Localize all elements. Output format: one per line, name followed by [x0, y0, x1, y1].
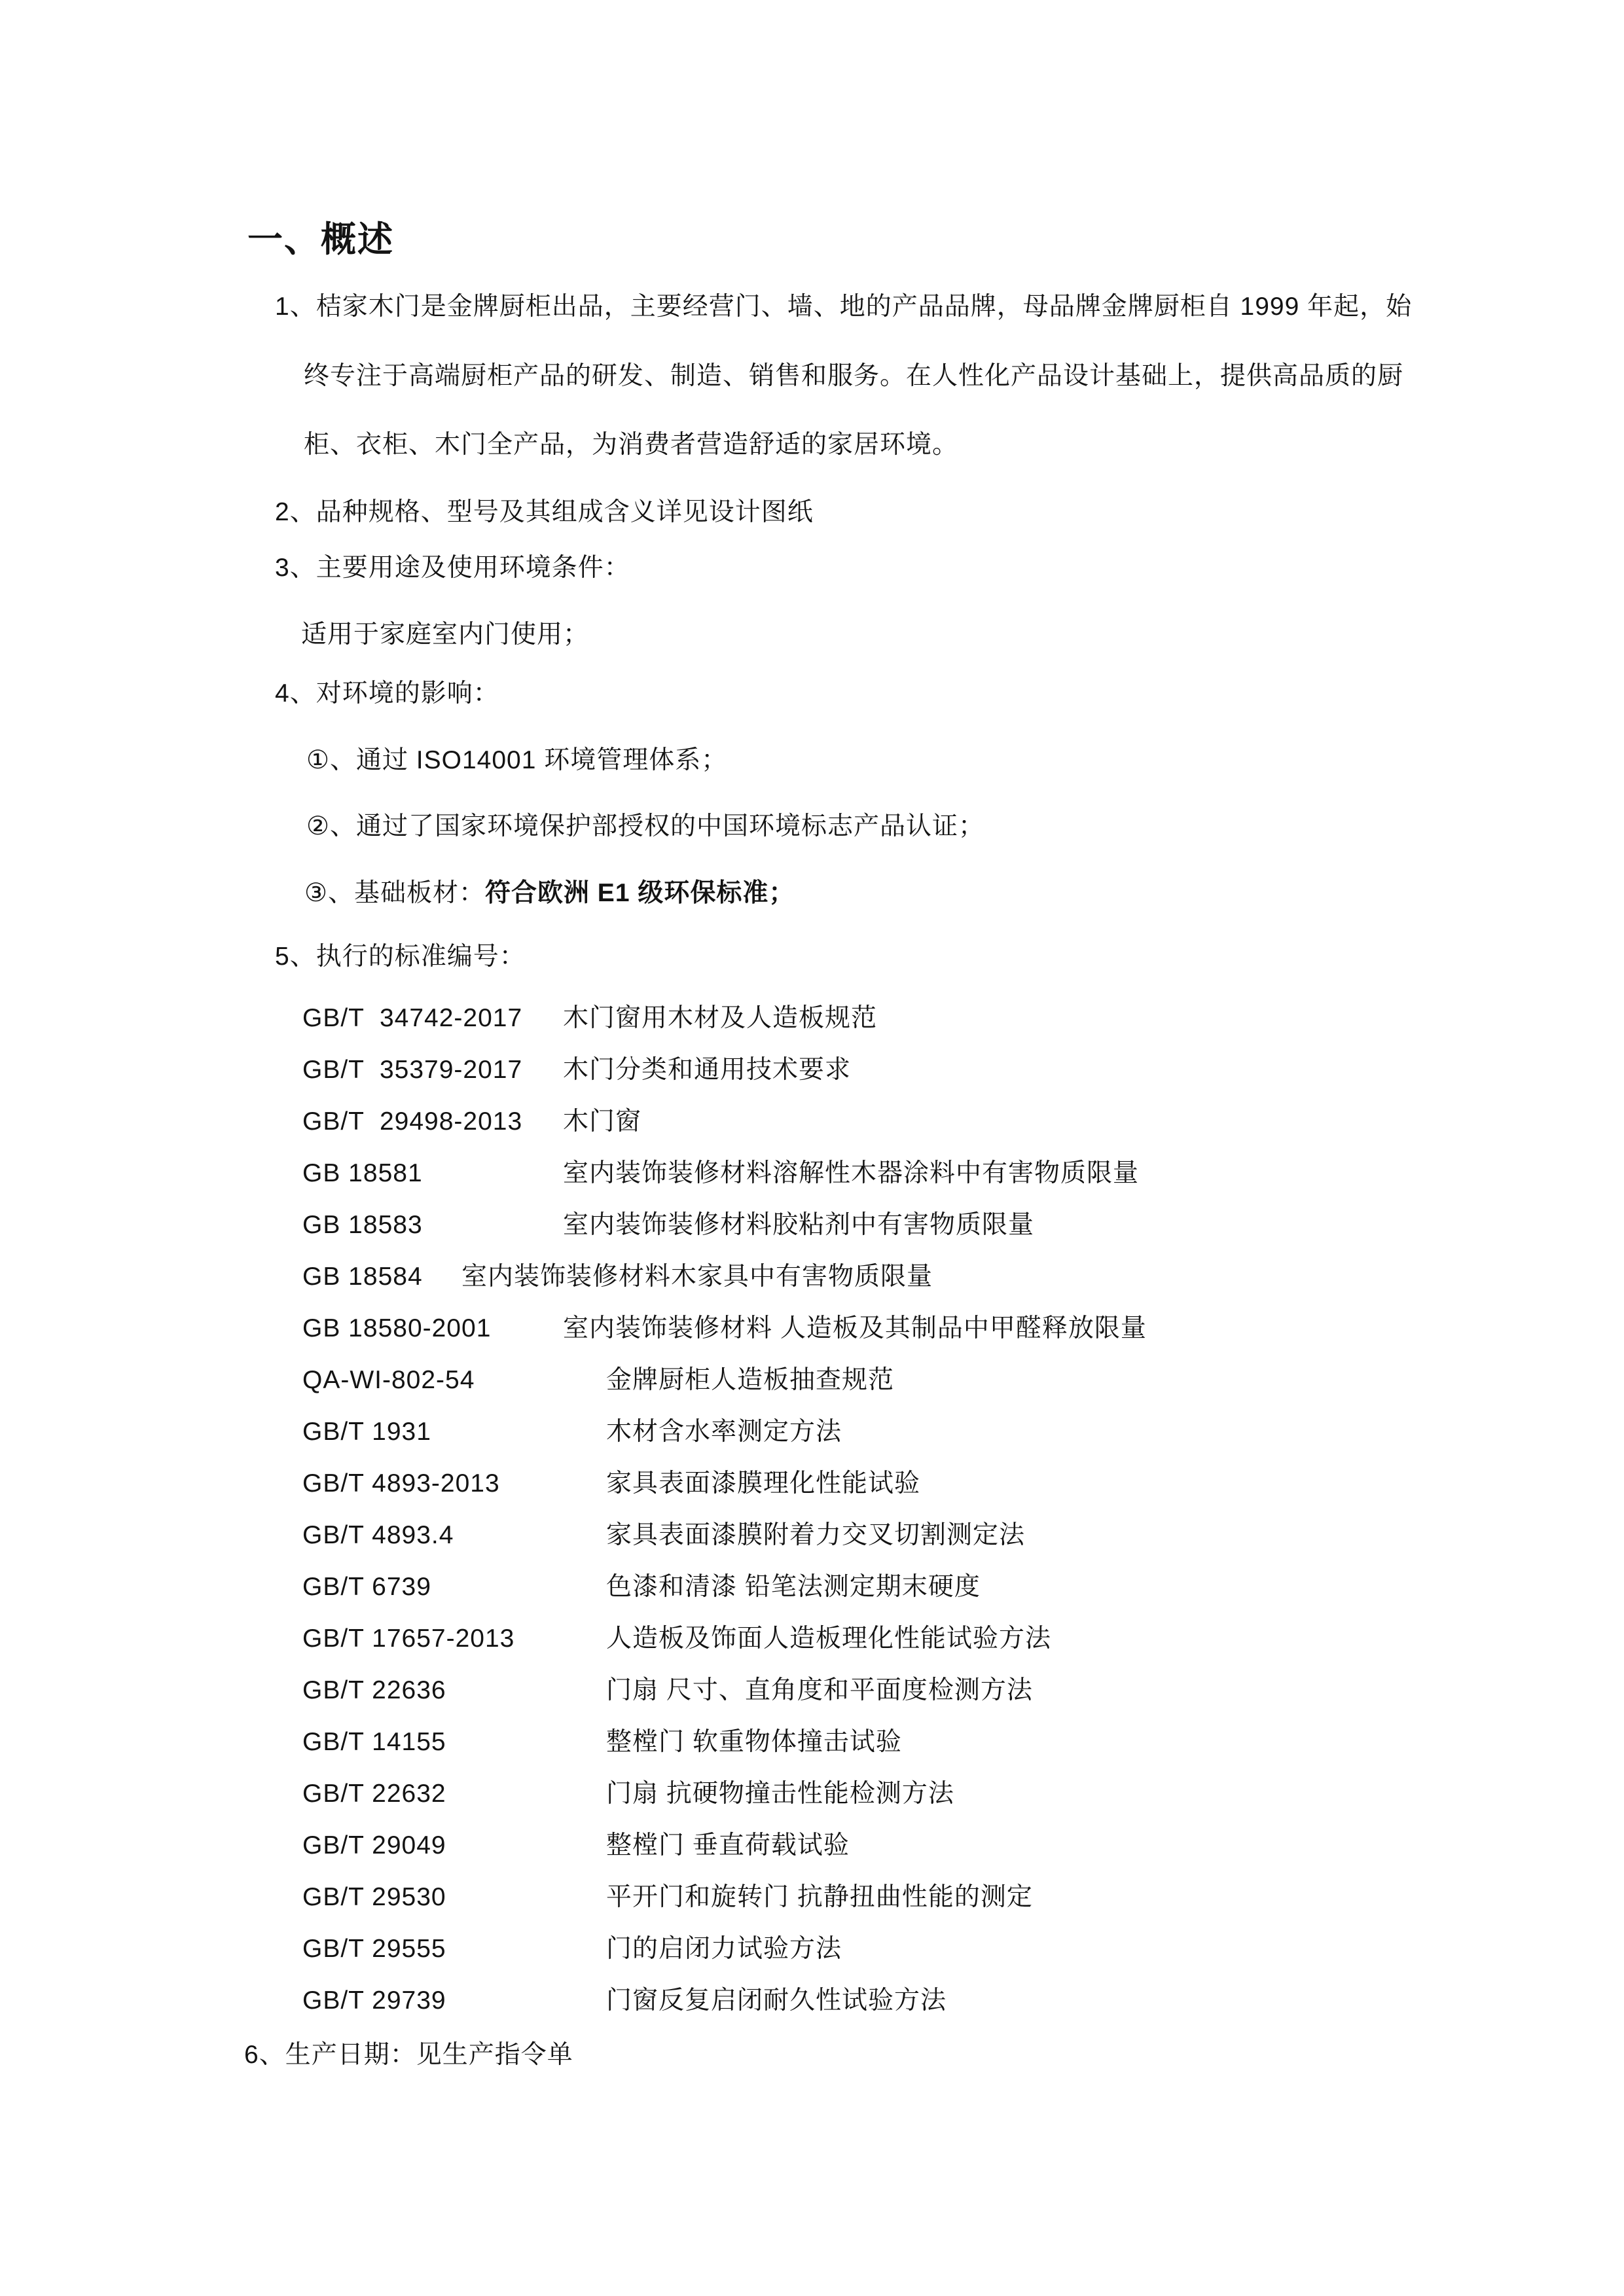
standard-name: 整樘门 垂直荷载试验 — [606, 1831, 850, 1859]
standard-name: 门窗反复启闭耐久性试验方法 — [606, 1986, 947, 2015]
standard-code: GB/T 29739 — [302, 1986, 446, 2015]
item-4-sub-1: ①、通过 ISO14001 环境管理体系； — [306, 746, 728, 774]
standard-name: 人造板及饰面人造板理化性能试验方法 — [606, 1624, 1052, 1653]
standard-name: 平开门和旋转门 抗静扭曲性能的测定 — [606, 1883, 1033, 1911]
standard-name: 门扇 抗硬物撞击性能检测方法 — [606, 1780, 954, 1808]
standard-row — [302, 1001, 1546, 1035]
item-5: 5、执行的标准编号： — [275, 942, 526, 971]
item-4-sub-3 — [304, 876, 795, 910]
item-6: 6、生产日期：见生产指令单 — [244, 2041, 573, 2069]
standard-code: GB 18581 — [302, 1159, 423, 1187]
item-4: 4、对环境的影响： — [275, 679, 499, 708]
para-1-line-1: 1、桔家木门是金牌厨柜出品，主要经营门、墙、地的产品品牌，母品牌金牌厨柜自 1999 年起，始 — [275, 293, 1413, 321]
standard-row — [302, 1932, 1546, 1966]
standard-row — [302, 1674, 1546, 1708]
standard-code: GB/T 29498-2013 — [302, 1107, 523, 1136]
standard-row — [302, 1415, 1546, 1449]
standard-name: 家具表面漆膜理化性能试验 — [606, 1469, 921, 1498]
standard-code: GB/T 22632 — [302, 1780, 446, 1808]
standard-name: 木材含水率测定方法 — [606, 1418, 842, 1446]
standard-code: GB/T 6739 — [302, 1573, 431, 1601]
standard-code: GB/T 29049 — [302, 1831, 446, 1859]
standard-row — [302, 1157, 1546, 1191]
standard-row — [302, 1467, 1546, 1501]
standard-row — [302, 1984, 1546, 2018]
para-1-line-3: 柜、衣柜、木门全产品，为消费者营造舒适的家居环境。 — [304, 431, 959, 459]
standard-code: GB/T 34742-2017 — [302, 1004, 523, 1032]
standard-code: GB/T 4893.4 — [302, 1521, 454, 1549]
standard-row — [302, 1105, 1546, 1139]
standard-row — [302, 1312, 1546, 1346]
item-4-sub-2: ②、通过了国家环境保护部授权的中国环境标志产品认证； — [306, 812, 984, 840]
item-3-usage: 适用于家庭室内门使用； — [301, 620, 590, 649]
standard-name: 门扇 尺寸、直角度和平面度检测方法 — [606, 1676, 1033, 1704]
standard-code: GB 18583 — [302, 1211, 423, 1239]
standard-name: 室内装饰装修材料木家具中有害物质限量 — [461, 1263, 933, 1291]
item-4-sub-3-bold: 符合欧洲 E1 级环保标准； — [484, 879, 795, 907]
standard-code: GB/T 4893-2013 — [302, 1469, 500, 1498]
standard-row — [302, 1208, 1546, 1242]
standard-name: 门的启闭力试验方法 — [606, 1935, 842, 1963]
standard-row — [302, 1880, 1546, 1914]
standard-code: GB 18580-2001 — [302, 1314, 492, 1342]
standard-name: 整樘门 软重物体撞击试验 — [606, 1728, 902, 1756]
standard-row — [302, 1053, 1546, 1087]
standard-code: QA-WI-802-54 — [302, 1366, 475, 1394]
standard-code: GB/T 14155 — [302, 1728, 446, 1756]
standard-row — [302, 1725, 1546, 1759]
standard-name: 色漆和清漆 铅笔法测定期末硬度 — [606, 1573, 981, 1601]
standard-code: GB 18584 — [302, 1263, 423, 1291]
standard-code: GB/T 35379-2017 — [302, 1056, 523, 1084]
item-4-sub-3-label: ③、基础板材： — [304, 879, 485, 907]
standard-row — [302, 1518, 1546, 1552]
standard-name: 木门窗 — [563, 1107, 642, 1136]
standard-name: 家具表面漆膜附着力交叉切割测定法 — [606, 1521, 1026, 1549]
standard-code: GB/T 22636 — [302, 1676, 446, 1704]
item-3: 3、主要用途及使用环境条件： — [275, 554, 630, 582]
standard-code: GB/T 29555 — [302, 1935, 446, 1963]
standard-row — [302, 1622, 1546, 1656]
standard-row — [302, 1363, 1546, 1397]
standard-row — [302, 1570, 1546, 1604]
standard-code: GB/T 1931 — [302, 1418, 431, 1446]
standard-row — [302, 1829, 1546, 1863]
para-1-line-2: 终专注于高端厨柜产品的研发、制造、销售和服务。在人性化产品设计基础上，提供高品质的厨 — [304, 362, 1404, 390]
standard-row — [302, 1777, 1546, 1811]
standard-name: 金牌厨柜人造板抽查规范 — [606, 1366, 895, 1394]
standard-name: 木门窗用木材及人造板规范 — [563, 1004, 878, 1032]
standard-row — [302, 1260, 1546, 1294]
standard-code: GB/T 29530 — [302, 1883, 446, 1911]
standard-name: 室内装饰装修材料 人造板及其制品中甲醛释放限量 — [563, 1314, 1147, 1342]
item-2: 2、品种规格、型号及其组成含义详见设计图纸 — [275, 498, 814, 526]
standard-name: 室内装饰装修材料溶解性木器涂料中有害物质限量 — [563, 1159, 1140, 1187]
standard-name: 木门分类和通用技术要求 — [563, 1056, 852, 1084]
section-title: 一、概述 — [247, 220, 394, 259]
standard-code: GB/T 17657-2013 — [302, 1624, 515, 1653]
standard-name: 室内装饰装修材料胶粘剂中有害物质限量 — [563, 1211, 1035, 1239]
